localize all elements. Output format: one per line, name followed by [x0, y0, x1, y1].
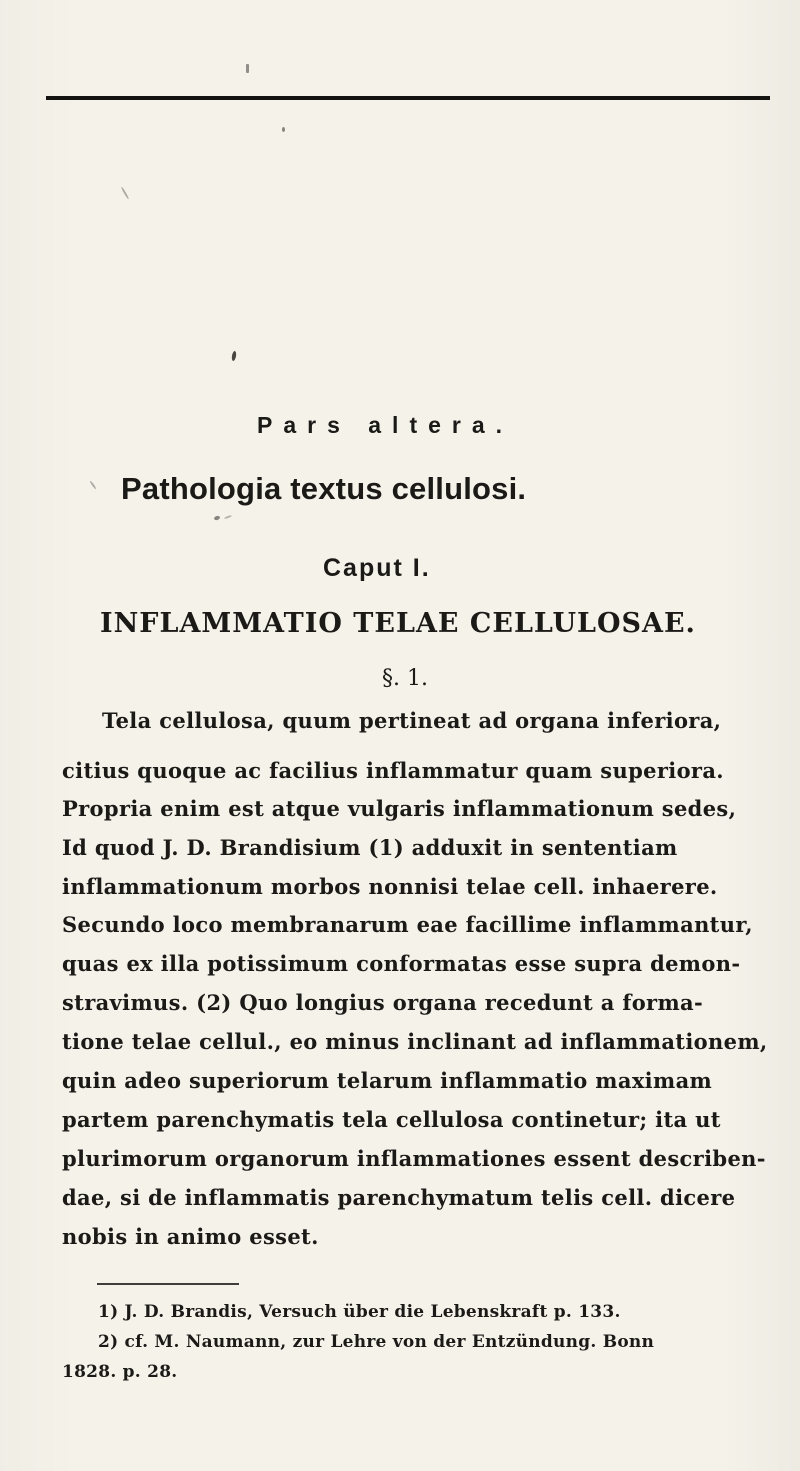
paper-mark: [89, 480, 96, 489]
footnote: 1) J. D. Brandis, Versuch über die Lebenskraft p. 133.: [98, 1302, 621, 1322]
body-line: quin adeo superiorum telarum inflammatio maximam: [62, 1068, 713, 1093]
body-line: Propria enim est atque vulgaris inflammationum sedes,: [62, 796, 737, 821]
body-line: inflammationum morbos nonnisi telae cell. inhaerere.: [62, 874, 718, 899]
body-line: dae, si de inflammatis parenchymatum telis cell. dicere: [62, 1185, 736, 1210]
paper-mark: [121, 186, 130, 199]
body-line: nobis in animo esset.: [62, 1224, 319, 1249]
paper-mark: [246, 64, 249, 73]
footnote-rule: [97, 1283, 239, 1285]
footnote: 1828. p. 28.: [62, 1362, 178, 1382]
body-line: plurimorum organorum inflammationes essent describen-: [62, 1146, 766, 1171]
body-line: stravimus. (2) Quo longius organa recedunt a forma-: [62, 990, 704, 1015]
chapter-title: INFLAMMATIO TELAE CELLULOSAE.: [100, 608, 696, 639]
chapter-heading: Caput I.: [323, 554, 431, 582]
body-line: Tela cellulosa, quum pertineat ad organa inferiora,: [102, 708, 722, 733]
body-line: Id quod J. D. Brandisium (1) adduxit in sententiam: [62, 835, 678, 860]
part-heading: Pars altera.: [257, 412, 514, 438]
top-rule: [46, 96, 770, 100]
ink-mark: [231, 351, 237, 362]
body-line: quas ex illa potissimum conformatas esse supra demon-: [62, 951, 741, 976]
body-line: Secundo loco membranarum eae facillime inflammantur,: [62, 912, 753, 937]
body-line: citius quoque ac facilius inflammatur quam superiora.: [62, 758, 724, 783]
ink-mark: [213, 515, 220, 521]
page-title: Pathologia textus cellulosi.: [121, 471, 527, 506]
paper-mark: [282, 127, 285, 132]
footnote: 2) cf. M. Naumann, zur Lehre von der Entzündung. Bonn: [98, 1332, 655, 1352]
section-number: §. 1.: [382, 666, 428, 691]
ink-mark: [224, 515, 232, 520]
body-line: tione telae cellul., eo minus inclinant ad inflammationem,: [62, 1029, 768, 1054]
body-line: partem parenchymatis tela cellulosa continetur; ita ut: [62, 1107, 721, 1132]
